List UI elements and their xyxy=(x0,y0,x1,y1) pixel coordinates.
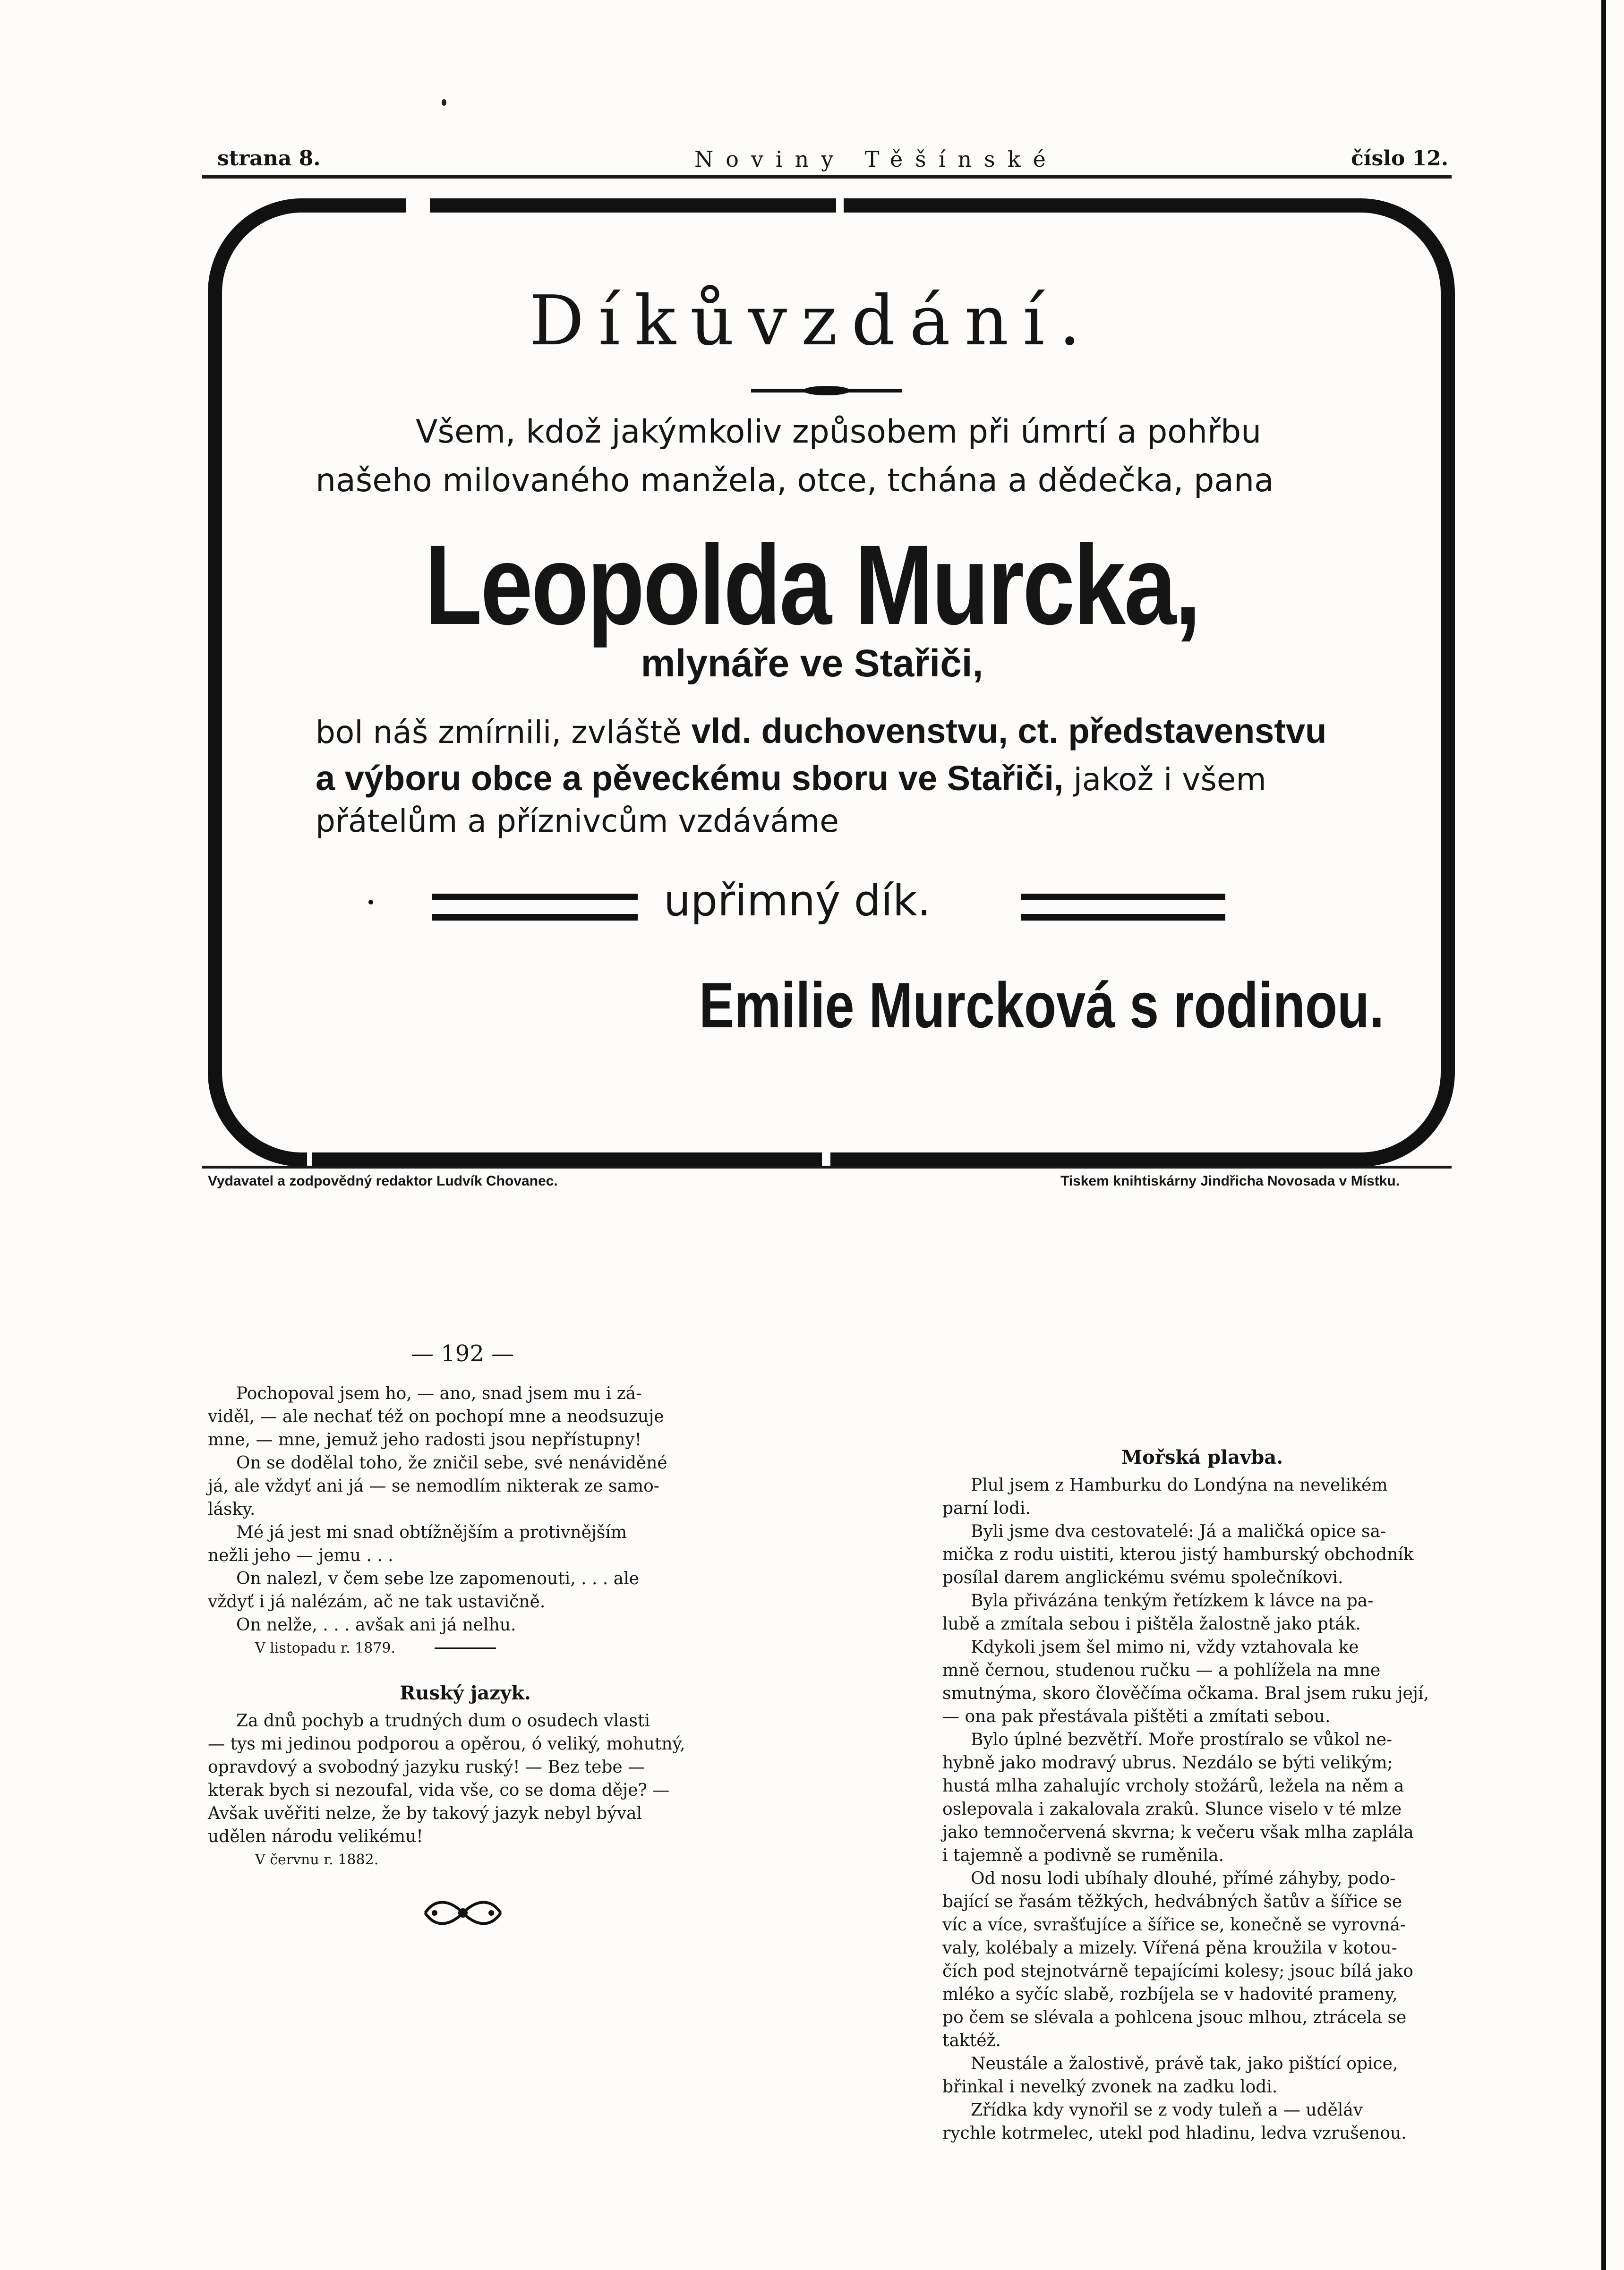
poem-line: On se dodělal toho, že zničil sebe, své nenáviděné xyxy=(236,1453,667,1473)
story-line: rychle kotrmelec, utekl pod hladinu, ledva vzrušenou. xyxy=(942,2124,1407,2143)
body-bold-text: a výboru obce a pěveckému sboru ve Stařiči, xyxy=(316,759,1064,798)
prose-line: opravdový a svobodný jazyku ruský! — Bez tebe — xyxy=(208,1758,645,1777)
poem-line: On nelže, . . . avšak ani já nelhu. xyxy=(236,1615,516,1635)
story-line: Neustále a žalostivě, právě tak, jako pištící opice, xyxy=(971,2054,1398,2074)
notice-signature: Emilie Murcková s rodinou. xyxy=(699,969,1385,1041)
dateline: V listopadu r. 1879. xyxy=(255,1640,396,1656)
double-rule-left xyxy=(432,914,638,921)
story-line: Kdykoli jsem šel mimo ni, vždy vztahovala ke xyxy=(971,1638,1359,1657)
thanks-text: upřimný dík. xyxy=(664,876,931,926)
notice-intro-line-1: Všem, kdož jakýmkoliv způsobem při úmrtí a pohřbu xyxy=(416,413,1262,451)
section-heading: Ruský jazyk. xyxy=(400,1682,531,1704)
frame-gap xyxy=(406,196,430,215)
story-line: Byla přivázána tenkým řetízkem k lávce na pa- xyxy=(971,1591,1374,1611)
story-line: mně černou, studenou ručku — a pohlížela na mne xyxy=(942,1661,1381,1680)
prose-line: Avšak uvěřiti nelze, že by takový jazyk nebyl býval xyxy=(208,1804,642,1823)
story-line: posílal darem anglickému svému společníkovi. xyxy=(942,1568,1343,1587)
left-column xyxy=(208,1382,723,1871)
notice-body-line-3: přátelům a příznivcům vzdáváme xyxy=(316,803,839,839)
right-column xyxy=(942,1443,1462,2145)
story-line: taktéž. xyxy=(942,2031,1001,2050)
prose-line: udělen národu velikému! xyxy=(208,1827,423,1846)
prose-line: — tys mi jedinou podporou a opěrou, ó veliký, mohutný, xyxy=(208,1734,685,1754)
newspaper-name: Noviny Těšínské xyxy=(694,146,1058,172)
poem-line: Pochopoval jsem ho, — ano, snad jsem mu i zá- xyxy=(236,1384,642,1403)
spacer xyxy=(208,1660,723,1679)
story-line: mička z rodu uistiti, kterou jistý hamburský obchodník xyxy=(942,1545,1414,1564)
notice-body-line-2 xyxy=(316,758,1266,798)
imprint-rule xyxy=(202,1166,1452,1169)
story-line: Od nosu lodi ubíhaly dlouhé, přímé záhyby, podo- xyxy=(971,1869,1396,1888)
prose-line: kterak bych si nezoufal, vida vše, co se doma děje? — xyxy=(208,1781,670,1800)
notice-body-line-1 xyxy=(316,711,1326,751)
prose-line: Za dnů pochyb a trudných dum o osudech vlasti xyxy=(236,1711,650,1731)
page-number: — 192 — xyxy=(411,1340,514,1367)
notice-intro-line-2: našeho milovaného manžela, otce, tchána a dědečka, pana xyxy=(316,462,1274,499)
story-line: — ona pak přestávala pištěti a zmítati sebou. xyxy=(942,1707,1331,1726)
poem-line: lásky. xyxy=(208,1500,256,1519)
double-rule-right xyxy=(1021,894,1225,900)
double-rule-left xyxy=(432,894,638,900)
poem-line: On nalezl, v čem sebe lze zapomenouti, . . . ale xyxy=(236,1569,640,1588)
story-line: oslepovala i zakalovala zrakû. Slunce viselo v té mlze xyxy=(942,1800,1402,1819)
story-line: mléko a syčíc slabě, rozbíjela se v hadovité prameny, xyxy=(942,1985,1398,2004)
section-separator xyxy=(435,1647,496,1649)
poem-line: nežli jeho — jemu . . . xyxy=(208,1546,393,1565)
story-line: hustá mlha zahalujíc vrcholy stožárů, ležela na něm a xyxy=(942,1776,1404,1796)
story-line: valy, kolébaly a mizely. Vířená pěna kroužila v kotou- xyxy=(942,1938,1397,1958)
frame-gap xyxy=(836,196,844,215)
story-line: po čem se slévala a pohlcena jsouc mlhou, ztrácela se xyxy=(942,2008,1407,2027)
story-line: hybně jako modravý ubrus. Nezdálo se býti velikým; xyxy=(942,1753,1393,1773)
story-line: lubě a zmítala sebou i pištěla žalostně jako pták. xyxy=(942,1614,1361,1634)
story-line: Bylo úplné bezvětří. Moře prostíralo se vůkol ne- xyxy=(971,1730,1393,1749)
publisher-imprint: Vydavatel a zodpovědný redaktor Ludvík Chovanec. xyxy=(208,1173,558,1189)
ornament-dot xyxy=(368,900,373,905)
dateline: V červnu r. 1882. xyxy=(255,1852,379,1868)
story-line: Zřídka kdy vynořil se z vody tuleň a — uděláv xyxy=(971,2100,1363,2120)
deceased-occupation: mlynáře ve Stařiči, xyxy=(641,642,983,685)
story-line: smutnýma, skoro člověčíma očkama. Bral jsem ruku její, xyxy=(942,1684,1429,1703)
story-line: jako temnočervená skvrna; k večeru však mlha zaplála xyxy=(942,1823,1414,1842)
print-speck xyxy=(442,99,446,106)
page-label: strana 8. xyxy=(217,146,321,171)
title-ornament-center xyxy=(803,386,850,395)
story-line: Plul jsem z Hamburku do Londýna na nevelikém xyxy=(971,1476,1388,1495)
double-rule-right xyxy=(1021,914,1225,921)
story-line: Byli jsme dva cestovatelé: Já a maličká opice sa- xyxy=(971,1522,1386,1541)
poem-line: vždyť i já nalézám, ač ne tak ustavičně. xyxy=(208,1592,546,1612)
printer-imprint: Tiskem knihtiskárny Jindřicha Novosada v Místku. xyxy=(1060,1173,1400,1189)
story-line: parní lodi. xyxy=(942,1499,1031,1518)
ornament-vignette-icon xyxy=(416,1894,510,1932)
body-text: jakož i všem xyxy=(1073,761,1266,798)
body-bold-text: vld. duchovenstvu, ct. představenstvu xyxy=(691,711,1327,751)
deceased-name: Leopolda Murcka, xyxy=(424,521,1200,648)
poem-line: Mé já jest mi snad obtížnějším a protivnějším xyxy=(236,1523,627,1542)
story-line: břinkal i nevelký zvonek na zadku lodi. xyxy=(942,2077,1278,2097)
story-line: i tajemně a podivně se ruměnila. xyxy=(942,1846,1224,1865)
poem-line: mne, — mne, jemuž jeho radosti jsou nepřístupny! xyxy=(208,1430,642,1450)
notice-title: Díkůvzdání. xyxy=(529,281,1095,361)
poem-line: viděl, — ale nechať též on pochopí mne a neodsuzuje xyxy=(208,1407,664,1426)
header-rule xyxy=(202,175,1452,179)
story-line: víc a více, svrašťujíce a šířice se, konečně se vyrovná- xyxy=(942,1915,1406,1935)
poem-line: já, ale vždyť ani já — se nemodlím nikterak ze samo- xyxy=(208,1476,659,1496)
story-line: bající se řasám těžkých, hedvábných šatův a šířice se xyxy=(942,1892,1402,1912)
body-text: bol náš zmírnili, zvláště xyxy=(316,714,682,751)
section-heading: Mořská plavba. xyxy=(1121,1446,1283,1468)
issue-label: číslo 12. xyxy=(1351,146,1449,171)
story-line: čích pod stejnotvárně tepajícími kolesy; jsouc bílá jako xyxy=(942,1962,1413,1981)
